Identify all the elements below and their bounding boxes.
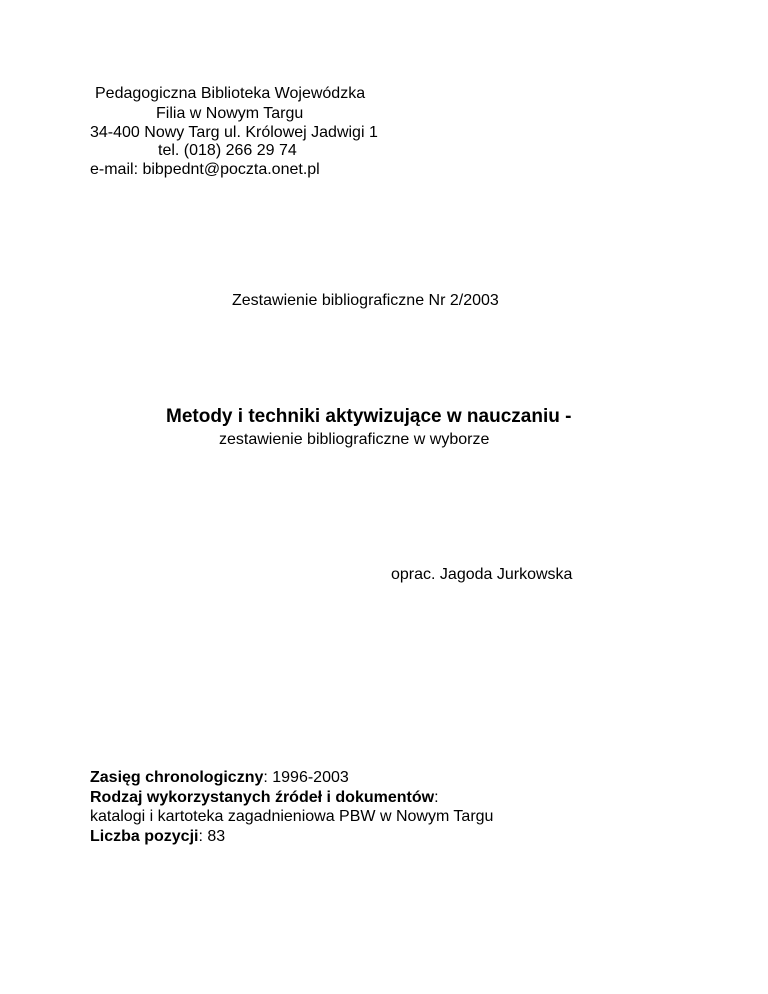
item-count xyxy=(90,827,225,847)
library-email: e-mail: bibpednt@poczta.onet.pl xyxy=(90,161,320,178)
sources-heading xyxy=(90,788,439,808)
library-phone: tel. (018) 266 29 74 xyxy=(158,142,297,159)
library-name: Pedagogiczna Biblioteka Wojewódzka xyxy=(95,85,366,102)
document-title: Metody i techniki aktywizujące w nauczaniu - xyxy=(166,406,572,427)
sources-colon: : xyxy=(434,789,439,806)
chronological-range-value: : 1996-2003 xyxy=(263,769,349,786)
item-count-label: Liczba pozycji xyxy=(90,828,199,845)
library-branch: Filia w Nowym Targu xyxy=(156,105,304,122)
chronological-range-label: Zasięg chronologiczny xyxy=(90,769,264,786)
chronological-range xyxy=(90,768,349,788)
sources-label: Rodzaj wykorzystanych źródeł i dokumentów xyxy=(90,789,435,806)
library-address: 34-400 Nowy Targ ul. Królowej Jadwigi 1 xyxy=(90,124,378,141)
series-number: Zestawienie bibliograficzne Nr 2/2003 xyxy=(232,292,499,309)
item-count-value: : 83 xyxy=(198,828,226,845)
compiler-credit: oprac. Jagoda Jurkowska xyxy=(391,566,573,583)
sources-value: katalogi i kartoteka zagadnieniowa PBW w Nowym Targu xyxy=(90,808,494,825)
document-subtitle: zestawienie bibliograficzne w wyborze xyxy=(219,431,490,448)
